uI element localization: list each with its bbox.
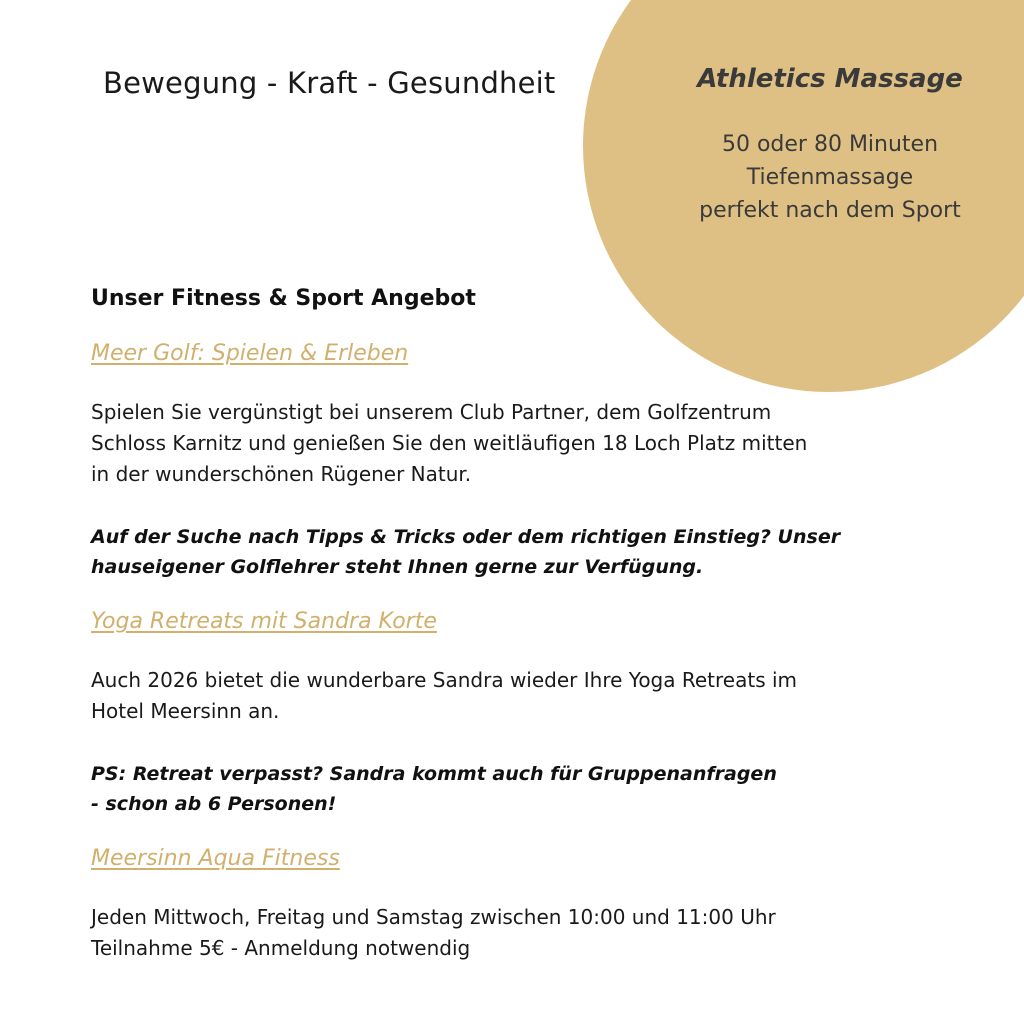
offer-description <box>91 397 871 490</box>
offer-description <box>91 902 871 964</box>
note-line: Auf der Suche nach Tipps & Tricks oder dem richtigen Einstieg? Unser <box>91 526 841 548</box>
promo-line: perfekt nach dem Sport <box>699 198 961 223</box>
text-line: Schloss Karnitz und genießen Sie den weitläufigen 18 Loch Platz mitten <box>91 431 808 455</box>
text-line: in der wunderschönen Rügener Natur. <box>91 462 472 486</box>
text-line: Hotel Meersinn an. <box>91 699 280 723</box>
note-line: hauseigener Golflehrer steht Ihnen gerne zur Verfügung. <box>91 556 704 578</box>
note-line: - schon ab 6 Personen! <box>91 793 337 815</box>
offer-link-yoga[interactable]: Yoga Retreats mit Sandra Korte <box>91 609 437 634</box>
section-heading: Unser Fitness & Sport Angebot <box>91 286 476 311</box>
tagline: Bewegung - Kraft - Gesundheit <box>103 66 556 100</box>
offer-note <box>91 759 871 819</box>
offer-note <box>91 522 871 582</box>
note-line: PS: Retreat verpasst? Sandra kommt auch für Gruppenanfragen <box>91 763 777 785</box>
offers-section <box>91 286 871 996</box>
text-line: Auch 2026 bietet die wunderbare Sandra wieder Ihre Yoga Retreats im <box>91 668 798 692</box>
text-line: Spielen Sie vergünstigt bei unserem Club Partner, dem Golfzentrum <box>91 400 772 424</box>
offer-link-golf[interactable]: Meer Golf: Spielen & Erleben <box>91 341 409 366</box>
massage-promo <box>635 64 1024 227</box>
promo-line: Tiefenmassage <box>746 165 914 190</box>
offer-description <box>91 665 871 727</box>
promo-line: 50 oder 80 Minuten <box>721 132 939 157</box>
text-line: Teilnahme 5€ - Anmeldung notwendig <box>91 936 471 960</box>
offer-link-aqua-fitness[interactable]: Meersinn Aqua Fitness <box>91 846 340 871</box>
text-line: Jeden Mittwoch, Freitag und Samstag zwischen 10:00 und 11:00 Uhr <box>91 905 776 929</box>
promo-title: Athletics Massage <box>697 64 963 94</box>
